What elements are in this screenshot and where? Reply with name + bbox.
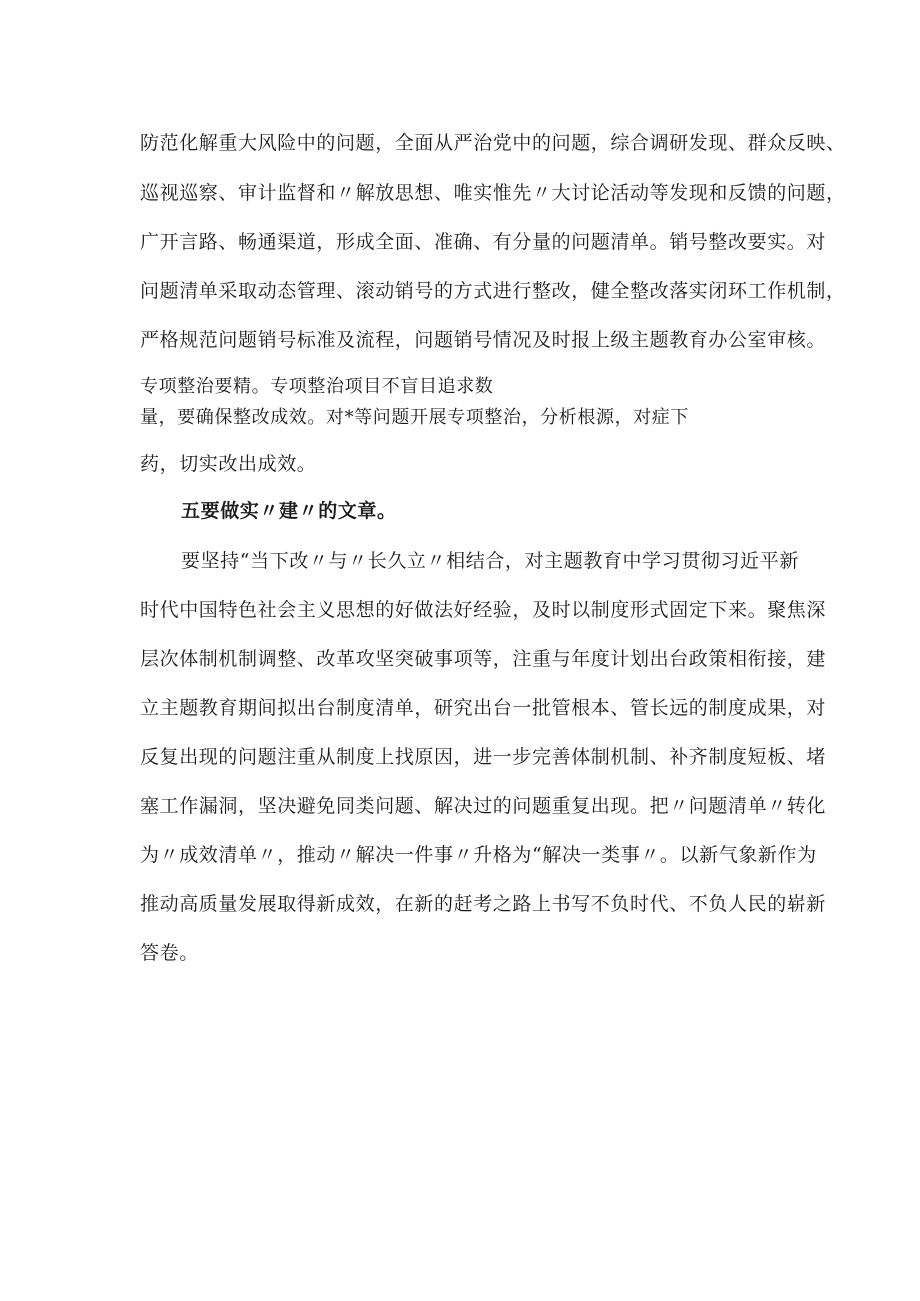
paragraph-line: 层次体制机制调整、改革攻坚突破事项等，注重与年度计划出台政策相衔接，建 bbox=[140, 648, 827, 670]
paragraph-line: 推动高质量发展取得新成效，在新的赶考之路上书写不负时代、不负人民的崭新 bbox=[140, 893, 827, 915]
text-line: 专项整治要精。专项整治项目不盲目追求数 bbox=[140, 376, 494, 397]
text-line: 防范化解重大风险中的问题，全面从严治党中的问题，综合调研发现、群众反映、 bbox=[140, 132, 846, 154]
text-line: 广开言路、畅通渠道，形成全面、准确、有分量的问题清单。销号整改要实。对 bbox=[140, 231, 827, 253]
paragraph-line: 答卷。 bbox=[140, 942, 199, 964]
paragraph-line: 时代中国特色社会主义思想的好做法好经验，及时以制度形式固定下来。聚焦深 bbox=[140, 599, 827, 621]
text-line: 严格规范问题销号标准及流程，问题销号情况及时报上级主题教育办公室审核。 bbox=[140, 329, 827, 351]
paragraph-line: 立主题教育期间拟出台制度清单，研究出台一批管根本、管长远的制度成果，对 bbox=[140, 697, 827, 719]
text-line: 问题清单采取动态管理、滚动销号的方式进行整改，健全整改落实闭环工作机制， bbox=[140, 280, 846, 302]
paragraph-line: 塞工作漏洞，坚决避免同类问题、解决过的问题重复出现。把〃问题清单〃转化 bbox=[140, 795, 827, 817]
section-heading: 五要做实〃建〃的文章。 bbox=[181, 500, 397, 522]
text-line: 药，切实改出成效。 bbox=[140, 453, 317, 475]
text-line: 巡视巡察、审计监督和〃解放思想、唯实惟先〃大讨论活动等发现和反馈的问题， bbox=[140, 182, 846, 204]
text-line: 量，要确保整改成效。对*等问题开展专项整治，分析根源，对症下 bbox=[140, 407, 689, 428]
paragraph-line: 反复出现的问题注重从制度上找原因，进一步完善体制机制、补齐制度短板、堵 bbox=[140, 746, 827, 768]
paragraph-line: 要坚持“当下改〃与〃长久立〃相结合，对主题教育中学习贯彻习近平新 bbox=[181, 550, 799, 572]
paragraph-line: 为〃成效清单〃，推动〃解决一件事〃升格为“解决一类事〃。以新气象新作为 bbox=[140, 844, 817, 866]
